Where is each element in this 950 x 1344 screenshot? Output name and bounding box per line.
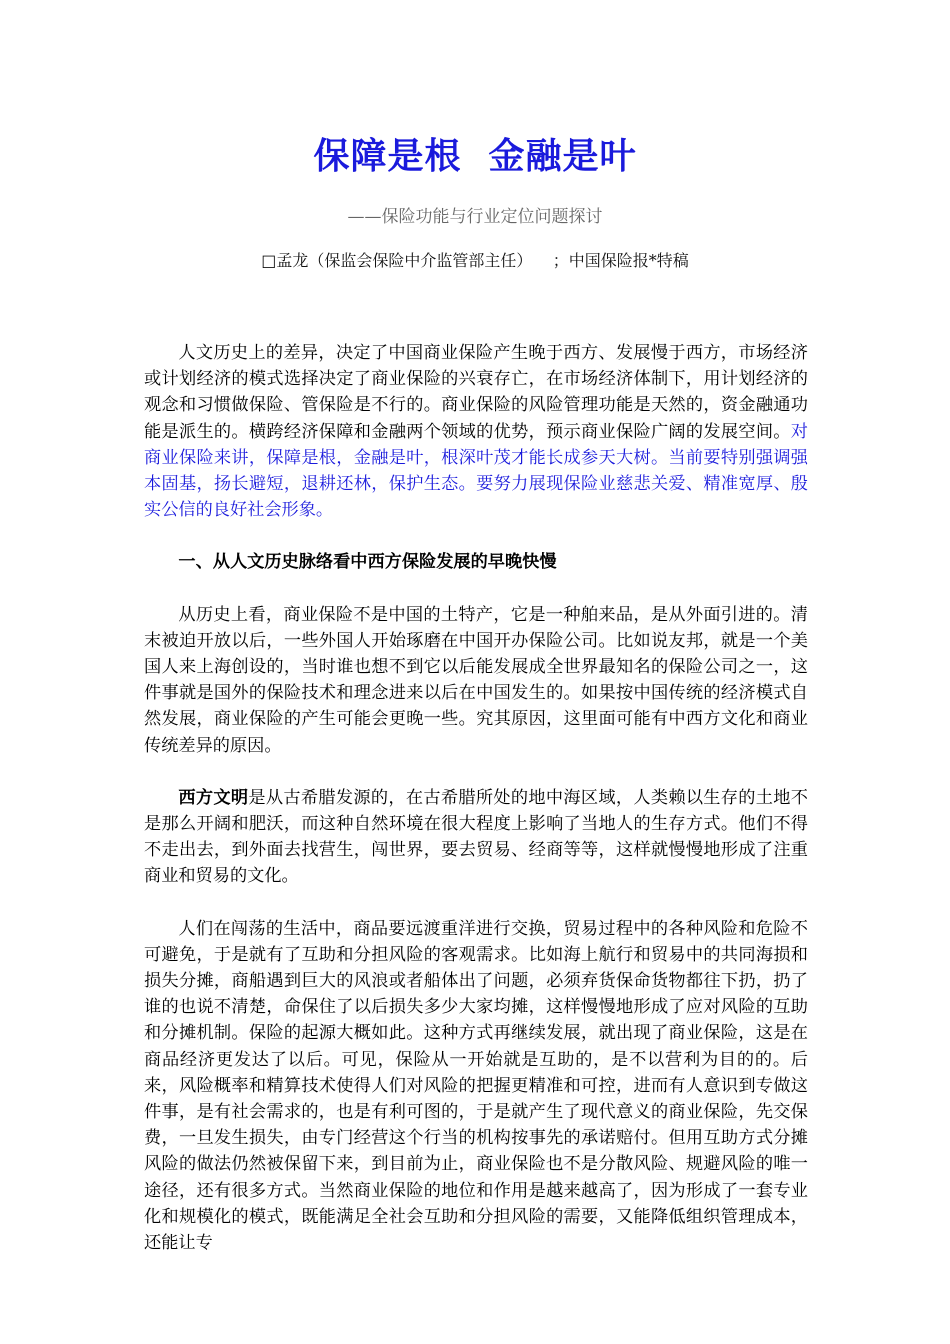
western-civilization-text: 是从古希腊发源的，在古希腊所处的地中海区域，人类赖以生存的土地不是那么开阔和肥沃，而这种自然环境在很大程度上影响了当地人的生存方式。他们不得不走出去，到外面去找营生，闯世界，要去贸易、经商等等，这样就慢慢地形成了注重商业和贸易的文化。 [144, 787, 808, 887]
paragraph-intro [144, 340, 808, 523]
article-body [144, 340, 808, 1282]
intro-highlight-text: 对商业保险来讲，保障是根，金融是叶，根深叶茂才能长成参天大树。当前要特别强调强本固基，扬长避短，退耕还林，保护生态。要努力展现保险业慈悲关爱、精准宽厚、殷实公信的良好社会形象。 [144, 421, 808, 521]
paragraph-risk-sharing: 人们在闯荡的生活中，商品要远渡重洋进行交换，贸易过程中的各种风险和危险不可避免，于是就有了互助和分担风险的客观需求。比如海上航行和贸易中的共同海损和损失分摊，商船遇到巨大的风浪或者船体出了问题，必须弃货保命货物都往下扔，扔了谁的也说不清楚，命保住了以后损失多少大家均摊，这样慢慢地形成了应对风险的互助和分摊机制。保险的起源大概如此。这种方式再继续发展，就出现了商业保险，这是在商品经济更发达了以后。可见，保险从一开始就是互助的，是不以营利为目的的。后来，风险概率和精算技术使得人们对风险的把握更精准和可控，进而有人意识到专做这件事，是有社会需求的，也是有利可图的，于是就产生了现代意义的商业保险，先交保费，一旦发生损失，由专门经营这个行当的机构按事先的承诺赔付。但用互助方式分摊风险的做法仍然被保留下来，到目前为止，商业保险也不是分散风险、规避风险的唯一途径，还有很多方式。当然商业保险的地位和作用是越来越高了，因为形成了一套专业化和规模化的模式，既能满足全社会互助和分担风险的需要，又能降低组织管理成本，还能让专 [144, 918, 808, 1254]
author-byline: □孟龙（保监会保险中介监管部主任） ；中国保险报*特稿 [261, 251, 689, 270]
section-heading-1: 一、从人文历史脉络看中西方保险发展的早晚快慢 [178, 552, 557, 573]
intro-plain-text: 人文历史上的差异，决定了中国商业保险产生晚于西方、发展慢于西方，市场经济或计划经济的模式选择决定了商业保险的兴衰存亡，在市场经济体制下，用计划经济的观念和习惯做保险、管保险是不行的。商业保险的风险管理功能是天然的，资金融通功能是派生的。横跨经济保障和金融两个领域的优势，预示商业保险广阔的发展空间。 [144, 343, 808, 442]
document-subtitle: ——保险功能与行业定位问题探讨 [347, 207, 603, 227]
paragraph-western-civilization [144, 785, 808, 890]
document-title: 保障是根 金融是叶 [313, 135, 637, 177]
western-civilization-term: 西方文明 [178, 787, 249, 808]
paragraph-history: 从历史上看，商业保险不是中国的土特产，它是一种舶来品，是从外面引进的。清末被迫开放以后，一些外国人开始琢磨在中国开办保险公司。比如说友邦，就是一个美国人来上海创设的，当时谁也想不到它以后能发展成全世界最知名的保险公司之一，这件事就是国外的保险技术和理念进来以后在中国发生的。如果按中国传统的经济模式自然发展，商业保险的产生可能会更晚一些。究其原因，这里面可能有中西方文化和商业传统差异的原因。 [144, 604, 808, 756]
